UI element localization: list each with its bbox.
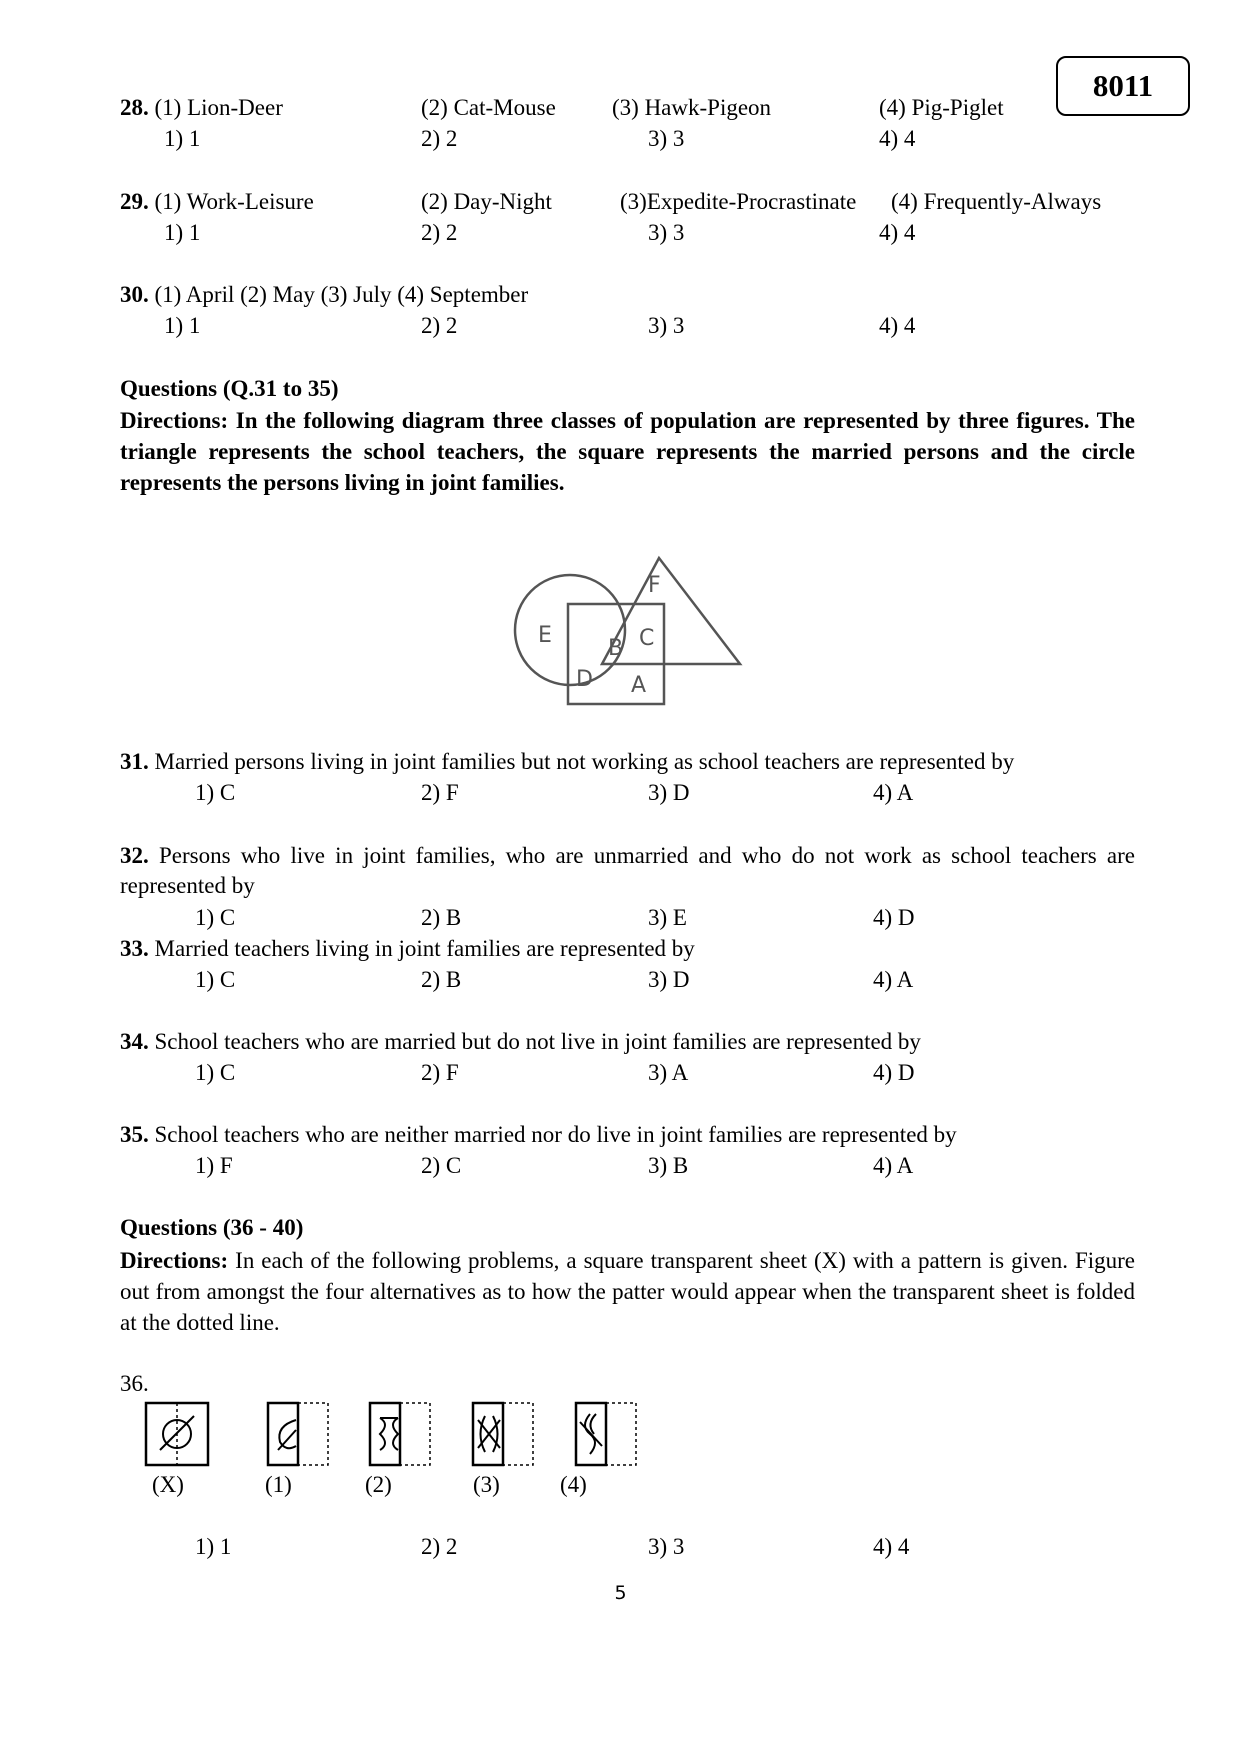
question-text: Married persons living in joint families but not working as school teachers are represented by bbox=[154, 749, 1015, 774]
question-number: 35. bbox=[120, 1122, 149, 1147]
answer-option: 4) 4 bbox=[873, 1534, 910, 1559]
answer-option: 2) 2 bbox=[421, 126, 458, 151]
question-part: (4) Frequently-Always bbox=[891, 189, 1102, 214]
answer-option: 4) D bbox=[873, 905, 915, 930]
directions-label: Directions: bbox=[120, 1248, 229, 1273]
question-35 bbox=[120, 1121, 957, 1149]
answer-option: 2) F bbox=[421, 780, 459, 805]
answer-option: 3) 3 bbox=[648, 313, 685, 338]
region-label: F bbox=[648, 573, 661, 598]
question-text: Married teachers living in joint families are represented by bbox=[154, 936, 695, 961]
answer-option: 3) A bbox=[648, 1060, 689, 1085]
answer-option: 4) 4 bbox=[879, 126, 916, 151]
question-part: (3) Hawk-Pigeon bbox=[612, 95, 772, 120]
region-label: C bbox=[639, 626, 655, 651]
question-32 bbox=[120, 841, 1135, 901]
answer-option: 3) 3 bbox=[648, 1534, 685, 1559]
answer-option: 1) 1 bbox=[164, 126, 201, 151]
answer-option: 1) C bbox=[195, 1060, 236, 1085]
question-number: 30. bbox=[120, 282, 149, 307]
page-number: 5 bbox=[614, 1582, 627, 1604]
question-number: 32. bbox=[120, 843, 149, 868]
section-directions: Directions: In the following diagram three classes of population are represented by three figures. The triangle represents the school teachers, the square represents the married persons and the circle represents the persons living in joint families. bbox=[120, 408, 1135, 495]
directions-text: In each of the following problems, a square transparent sheet (X) with a pattern is given. Figure out from amongst the four alternatives as to how the patter would appear when the transparent sheet is folded at the dotted line. bbox=[120, 1248, 1135, 1335]
region-label: B bbox=[608, 636, 624, 661]
section-directions bbox=[120, 1245, 1135, 1338]
figure-option-2 bbox=[370, 1403, 430, 1465]
question-28 bbox=[120, 94, 283, 122]
answer-option: 1) 1 bbox=[164, 220, 201, 245]
answer-option: 3) D bbox=[648, 967, 690, 992]
question-31 bbox=[120, 748, 1014, 776]
figure-label: (3) bbox=[473, 1472, 500, 1497]
question-part: (3)Expedite-Procrastinate bbox=[620, 189, 857, 214]
figure-option-3 bbox=[473, 1403, 533, 1465]
figure-option-1 bbox=[268, 1403, 328, 1465]
answer-option: 3) B bbox=[648, 1153, 689, 1178]
question-text: School teachers who are neither married nor do live in joint families are represented by bbox=[154, 1122, 957, 1147]
answer-option: 1) C bbox=[195, 905, 236, 930]
figure-label: (1) bbox=[265, 1472, 292, 1497]
fold-figures bbox=[140, 1400, 650, 1470]
answer-option: 2) C bbox=[421, 1153, 462, 1178]
question-33 bbox=[120, 935, 695, 963]
figure-label: (2) bbox=[365, 1472, 392, 1497]
question-part: (2) Day-Night bbox=[421, 189, 552, 214]
region-label: A bbox=[631, 673, 647, 698]
question-number: 36. bbox=[120, 1371, 149, 1396]
answer-option: 2) F bbox=[421, 1060, 459, 1085]
question-part: (1) Lion-Deer bbox=[154, 95, 283, 120]
answer-option: 4) D bbox=[873, 1060, 915, 1085]
question-34 bbox=[120, 1028, 921, 1056]
region-label: D bbox=[576, 667, 593, 692]
paper-code-badge: 8011 bbox=[1056, 56, 1190, 116]
answer-option: 4) A bbox=[873, 780, 914, 805]
answer-option: 2) 2 bbox=[421, 1534, 458, 1559]
answer-option: 4) A bbox=[873, 1153, 914, 1178]
answer-option: 2) 2 bbox=[421, 220, 458, 245]
answer-option: 3) 3 bbox=[648, 220, 685, 245]
section-heading: Questions (Q.31 to 35) bbox=[120, 376, 339, 401]
answer-option: 4) 4 bbox=[879, 220, 916, 245]
answer-option: 1) C bbox=[195, 967, 236, 992]
region-label: E bbox=[538, 623, 552, 648]
answer-option: 1) C bbox=[195, 780, 236, 805]
question-number: 28. bbox=[120, 95, 149, 120]
answer-option: 3) E bbox=[648, 905, 687, 930]
question-number: 34. bbox=[120, 1029, 149, 1054]
figure-x bbox=[146, 1403, 208, 1465]
circle-joint-families bbox=[515, 575, 625, 685]
question-number: 33. bbox=[120, 936, 149, 961]
question-part: (4) Pig-Piglet bbox=[879, 95, 1004, 120]
figure-option-4 bbox=[576, 1403, 636, 1465]
answer-option: 3) D bbox=[648, 780, 690, 805]
figure-label: (4) bbox=[560, 1472, 587, 1497]
answer-option: 4) A bbox=[873, 967, 914, 992]
answer-option: 1) 1 bbox=[195, 1534, 232, 1559]
answer-option: 4) 4 bbox=[879, 313, 916, 338]
question-part: (1) Work-Leisure bbox=[154, 189, 314, 214]
question-number: 31. bbox=[120, 749, 149, 774]
question-30 bbox=[120, 281, 528, 309]
figure-label: (X) bbox=[152, 1472, 184, 1497]
question-number: 29. bbox=[120, 189, 149, 214]
answer-option: 2) 2 bbox=[421, 313, 458, 338]
question-text: School teachers who are married but do not live in joint families are represented by bbox=[154, 1029, 921, 1054]
answer-option: 2) B bbox=[421, 905, 462, 930]
question-text: (1) April (2) May (3) July (4) September bbox=[154, 282, 529, 307]
answer-option: 2) B bbox=[421, 967, 462, 992]
answer-option: 1) 1 bbox=[164, 313, 201, 338]
question-text: Persons who live in joint families, who are unmarried and who do not work as school teachers are represented by bbox=[120, 843, 1136, 898]
question-29 bbox=[120, 188, 314, 216]
answer-option: 1) F bbox=[195, 1153, 233, 1178]
answer-option: 3) 3 bbox=[648, 126, 685, 151]
population-diagram bbox=[510, 552, 750, 712]
question-part: (2) Cat-Mouse bbox=[421, 95, 556, 120]
section-heading: Questions (36 - 40) bbox=[120, 1215, 304, 1240]
